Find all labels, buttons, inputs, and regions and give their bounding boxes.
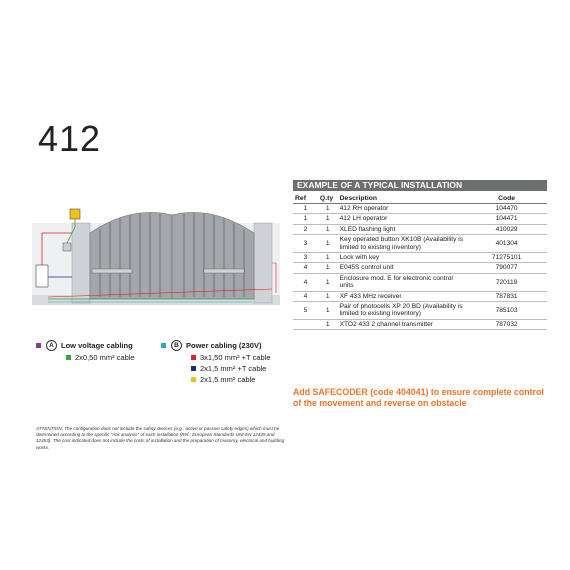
cell-code: 787032 [466,319,547,329]
cell-ref [293,319,318,329]
power-color-swatch [161,343,166,348]
gate-installation-illustration [32,203,280,321]
cell-description: XF 433 MHz receiver [338,291,467,301]
cell-qty: 1 [318,291,338,301]
legend-item-text: 3x1,50 mm² +T cable [200,353,271,362]
cell-ref: 2 [293,224,318,234]
cell-ref: 3 [293,235,318,253]
legend-low-voltage [36,340,135,362]
cell-description: 412 LH operator [338,214,467,224]
cell-ref: 4 [293,273,318,291]
table-row [293,253,547,263]
header-description: Description [338,194,467,204]
legend-b-badge: B [171,340,182,351]
cable-color-swatch [191,355,196,360]
cell-code: 787831 [466,291,547,301]
cell-code: 71275101 [466,253,547,263]
cell-qty: 1 [318,224,338,234]
legend-power-title: Power cabling (230V) [186,341,262,350]
cell-code: 410029 [466,224,547,234]
legend-item-text: 2x1,5 mm² +T cable [200,364,267,373]
header-code: Code [466,194,547,204]
legend-item-text: 2x0,50 mm² cable [75,353,135,362]
cell-description: XLED flashing light [338,224,467,234]
table-row [293,319,547,329]
cell-ref: 3 [293,253,318,263]
table-row [293,263,547,273]
cell-code: 104470 [466,204,547,214]
cable-color-swatch [66,355,71,360]
cell-qty: 1 [318,319,338,329]
cell-description: Pair of photocells XP 20 BD (Availability is limited to existing inventory) [338,302,467,320]
cell-description: Lock with key [338,253,467,263]
legend-item [161,375,271,384]
cell-ref: 4 [293,291,318,301]
legend-a-badge: A [46,340,57,351]
cell-ref: 4 [293,263,318,273]
table-row [293,291,547,301]
parts-table [293,194,547,330]
table-row [293,214,547,224]
safecoder-note: Add SAFECODER (code 404041) to ensure complete control of the movement and reverse on obstacle [293,387,544,408]
cell-qty: 1 [318,253,338,263]
cell-qty: 1 [318,204,338,214]
cell-code: 785103 [466,302,547,320]
legend-item [161,364,271,373]
cell-description: Enclosure mod. E for electronic control units [338,273,467,291]
table-row [293,273,547,291]
cable-color-swatch [191,366,196,371]
legend-item-text: 2x1,5 mm² cable [200,375,256,384]
cell-ref: 1 [293,214,318,224]
cell-description: Key operated button XK10B (Availability is limited to existing inventory) [338,235,467,253]
table-row [293,224,547,234]
cable-color-swatch [191,377,196,382]
header-ref: Ref [293,194,318,204]
attention-note: ATTENTION: The configuration does not include the safety devices (e.g.: active or passive safety edges) which must be determined according to the specific "risk analysis" of each installation (Ref.: European Standards UNI-EN 12445 and 12453). The cost indicated does not include the costs of installation and the preparation of masonry, electrical and building works. [36,426,285,450]
cell-qty: 1 [318,302,338,320]
table-row [293,235,547,253]
cell-description: XTO2 433 2 channel transmitter [338,319,467,329]
table-title: EXAMPLE OF A TYPICAL INSTALLATION [293,180,547,191]
model-title: 412 [38,118,102,159]
legend-power-cabling [161,340,271,384]
cell-ref: 5 [293,302,318,320]
table-header-row [293,194,547,204]
cell-code: 790077 [466,263,547,273]
cell-qty: 1 [318,214,338,224]
cell-code: 720119 [466,273,547,291]
low-voltage-color-swatch [36,343,41,348]
legend-item [36,353,135,362]
cell-qty: 1 [318,273,338,291]
cell-ref: 1 [293,204,318,214]
table-row [293,302,547,320]
header-qty: Q.ty [318,194,338,204]
cell-qty: 1 [318,263,338,273]
cell-description: 412 RH operator [338,204,467,214]
legend-item [161,353,271,362]
table-row [293,204,547,214]
cell-qty: 1 [318,235,338,253]
cell-description: E045S control unit [338,263,467,273]
legend-low-voltage-title: Low voltage cabling [61,341,133,350]
cell-code: 401304 [466,235,547,253]
cell-code: 104471 [466,214,547,224]
